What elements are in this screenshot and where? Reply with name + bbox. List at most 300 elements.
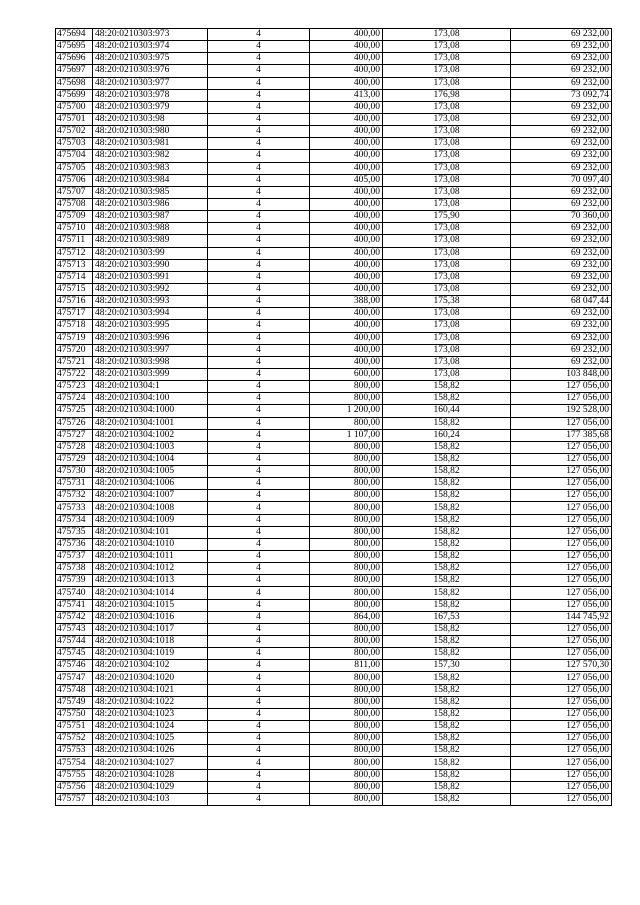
rate-cell: 158,82 (383, 672, 511, 684)
rate-cell: 173,08 (383, 198, 511, 210)
rate-cell: 158,82 (383, 417, 511, 429)
row-id-cell: 475735 (56, 526, 93, 538)
area-cell: 400,00 (310, 259, 383, 271)
rate-cell: 173,08 (383, 186, 511, 198)
row-id-cell: 475723 (56, 381, 93, 393)
rate-cell: 158,82 (383, 623, 511, 635)
class-cell: 4 (208, 41, 310, 53)
cadastral-number-cell: 48:20:0210304:1025 (93, 733, 208, 745)
row-id-cell: 475724 (56, 393, 93, 405)
table-row (56, 211, 612, 223)
table-row (56, 429, 612, 441)
cadastral-number-cell: 48:20:0210303:989 (93, 235, 208, 247)
cadastral-number-cell: 48:20:0210304:1000 (93, 405, 208, 417)
area-cell: 800,00 (310, 599, 383, 611)
row-id-cell: 475722 (56, 368, 93, 380)
rate-cell: 173,08 (383, 162, 511, 174)
rate-cell: 173,08 (383, 332, 511, 344)
rate-cell: 158,82 (383, 551, 511, 563)
value-cell: 69 232,00 (511, 283, 612, 295)
area-cell: 400,00 (310, 77, 383, 89)
value-cell: 127 056,00 (511, 648, 612, 660)
rate-cell: 173,08 (383, 65, 511, 77)
table-row (56, 356, 612, 368)
table-row (56, 466, 612, 478)
value-cell: 127 056,00 (511, 587, 612, 599)
rate-cell: 158,82 (383, 466, 511, 478)
row-id-cell: 475745 (56, 648, 93, 660)
table-row (56, 29, 612, 41)
table-row (56, 101, 612, 113)
value-cell: 68 047,44 (511, 296, 612, 308)
cadastral-number-cell: 48:20:0210303:998 (93, 356, 208, 368)
area-cell: 400,00 (310, 101, 383, 113)
class-cell: 4 (208, 356, 310, 368)
class-cell: 4 (208, 478, 310, 490)
cadastral-number-cell: 48:20:0210303:982 (93, 150, 208, 162)
area-cell: 800,00 (310, 733, 383, 745)
area-cell: 400,00 (310, 223, 383, 235)
value-cell: 69 232,00 (511, 198, 612, 210)
class-cell: 4 (208, 235, 310, 247)
value-cell: 127 056,00 (511, 417, 612, 429)
table-row (56, 575, 612, 587)
table-row (56, 587, 612, 599)
class-cell: 4 (208, 65, 310, 77)
cadastral-number-cell: 48:20:0210304:100 (93, 393, 208, 405)
cadastral-number-cell: 48:20:0210304:1015 (93, 599, 208, 611)
rate-cell: 158,82 (383, 441, 511, 453)
area-cell: 400,00 (310, 65, 383, 77)
table-row (56, 405, 612, 417)
row-id-cell: 475713 (56, 259, 93, 271)
cadastral-number-cell: 48:20:0210304:1019 (93, 648, 208, 660)
area-cell: 800,00 (310, 672, 383, 684)
row-id-cell: 475718 (56, 320, 93, 332)
value-cell: 69 232,00 (511, 308, 612, 320)
value-cell: 127 056,00 (511, 381, 612, 393)
row-id-cell: 475757 (56, 793, 93, 805)
row-id-cell: 475714 (56, 271, 93, 283)
cadastral-number-cell: 48:20:0210303:992 (93, 283, 208, 295)
parcel-table (55, 28, 612, 806)
cadastral-number-cell: 48:20:0210303:984 (93, 174, 208, 186)
area-cell: 400,00 (310, 332, 383, 344)
class-cell: 4 (208, 405, 310, 417)
value-cell: 127 056,00 (511, 672, 612, 684)
class-cell: 4 (208, 526, 310, 538)
value-cell: 69 232,00 (511, 138, 612, 150)
cadastral-number-cell: 48:20:0210303:985 (93, 186, 208, 198)
value-cell: 69 232,00 (511, 223, 612, 235)
cadastral-number-cell: 48:20:0210304:103 (93, 793, 208, 805)
class-cell: 4 (208, 514, 310, 526)
area-cell: 800,00 (310, 441, 383, 453)
value-cell: 127 056,00 (511, 490, 612, 502)
rate-cell: 173,08 (383, 126, 511, 138)
row-id-cell: 475726 (56, 417, 93, 429)
area-cell: 800,00 (310, 417, 383, 429)
rate-cell: 158,82 (383, 745, 511, 757)
class-cell: 4 (208, 89, 310, 101)
rate-cell: 173,08 (383, 138, 511, 150)
value-cell: 127 056,00 (511, 696, 612, 708)
cadastral-number-cell: 48:20:0210303:981 (93, 138, 208, 150)
cadastral-number-cell: 48:20:0210304:1009 (93, 514, 208, 526)
class-cell: 4 (208, 757, 310, 769)
table-row (56, 65, 612, 77)
table-row (56, 417, 612, 429)
table-row (56, 781, 612, 793)
cadastral-number-cell: 48:20:0210303:98 (93, 113, 208, 125)
value-cell: 69 232,00 (511, 65, 612, 77)
class-cell: 4 (208, 198, 310, 210)
class-cell: 4 (208, 77, 310, 89)
area-cell: 800,00 (310, 563, 383, 575)
area-cell: 400,00 (310, 356, 383, 368)
class-cell: 4 (208, 502, 310, 514)
table-row (56, 526, 612, 538)
rate-cell: 173,08 (383, 320, 511, 332)
class-cell: 4 (208, 368, 310, 380)
cadastral-number-cell: 48:20:0210304:1016 (93, 611, 208, 623)
area-cell: 800,00 (310, 793, 383, 805)
cadastral-number-cell: 48:20:0210303:983 (93, 162, 208, 174)
value-cell: 69 232,00 (511, 150, 612, 162)
table-row (56, 126, 612, 138)
row-id-cell: 475741 (56, 599, 93, 611)
row-id-cell: 475712 (56, 247, 93, 259)
cadastral-number-cell: 48:20:0210304:1017 (93, 623, 208, 635)
cadastral-number-cell: 48:20:0210303:99 (93, 247, 208, 259)
value-cell: 70 360,00 (511, 211, 612, 223)
cadastral-number-cell: 48:20:0210304:102 (93, 660, 208, 672)
cadastral-number-cell: 48:20:0210304:1022 (93, 696, 208, 708)
cadastral-number-cell: 48:20:0210304:1008 (93, 502, 208, 514)
area-cell: 864,00 (310, 611, 383, 623)
cadastral-number-cell: 48:20:0210303:991 (93, 271, 208, 283)
table-row (56, 77, 612, 89)
area-cell: 800,00 (310, 575, 383, 587)
table-row (56, 757, 612, 769)
cadastral-number-cell: 48:20:0210304:1026 (93, 745, 208, 757)
row-id-cell: 475751 (56, 721, 93, 733)
row-id-cell: 475702 (56, 126, 93, 138)
area-cell: 800,00 (310, 769, 383, 781)
value-cell: 69 232,00 (511, 247, 612, 259)
rate-cell: 158,82 (383, 514, 511, 526)
rate-cell: 173,08 (383, 259, 511, 271)
class-cell: 4 (208, 247, 310, 259)
area-cell: 400,00 (310, 235, 383, 247)
cadastral-number-cell: 48:20:0210303:999 (93, 368, 208, 380)
class-cell: 4 (208, 113, 310, 125)
row-id-cell: 475704 (56, 150, 93, 162)
rate-cell: 176,98 (383, 89, 511, 101)
rate-cell: 158,82 (383, 636, 511, 648)
value-cell: 127 056,00 (511, 623, 612, 635)
row-id-cell: 475731 (56, 478, 93, 490)
area-cell: 800,00 (310, 781, 383, 793)
row-id-cell: 475699 (56, 89, 93, 101)
class-cell: 4 (208, 563, 310, 575)
rate-cell: 158,82 (383, 575, 511, 587)
cadastral-number-cell: 48:20:0210304:1011 (93, 551, 208, 563)
table-row (56, 332, 612, 344)
row-id-cell: 475742 (56, 611, 93, 623)
class-cell: 4 (208, 575, 310, 587)
cadastral-number-cell: 48:20:0210303:995 (93, 320, 208, 332)
rate-cell: 173,08 (383, 77, 511, 89)
class-cell: 4 (208, 138, 310, 150)
rate-cell: 173,08 (383, 223, 511, 235)
rate-cell: 158,82 (383, 526, 511, 538)
cadastral-number-cell: 48:20:0210303:997 (93, 344, 208, 356)
class-cell: 4 (208, 623, 310, 635)
class-cell: 4 (208, 150, 310, 162)
row-id-cell: 475753 (56, 745, 93, 757)
table-row (56, 660, 612, 672)
cadastral-number-cell: 48:20:0210304:1020 (93, 672, 208, 684)
cadastral-number-cell: 48:20:0210304:1027 (93, 757, 208, 769)
rate-cell: 158,82 (383, 502, 511, 514)
class-cell: 4 (208, 296, 310, 308)
class-cell: 4 (208, 381, 310, 393)
rate-cell: 158,82 (383, 563, 511, 575)
row-id-cell: 475715 (56, 283, 93, 295)
class-cell: 4 (208, 551, 310, 563)
rate-cell: 173,08 (383, 101, 511, 113)
cadastral-number-cell: 48:20:0210303:980 (93, 126, 208, 138)
row-id-cell: 475743 (56, 623, 93, 635)
cadastral-number-cell: 48:20:0210304:1010 (93, 538, 208, 550)
class-cell: 4 (208, 672, 310, 684)
area-cell: 400,00 (310, 162, 383, 174)
cadastral-number-cell: 48:20:0210303:996 (93, 332, 208, 344)
area-cell: 400,00 (310, 211, 383, 223)
table-row (56, 41, 612, 53)
row-id-cell: 475746 (56, 660, 93, 672)
area-cell: 600,00 (310, 368, 383, 380)
table-row (56, 696, 612, 708)
value-cell: 69 232,00 (511, 29, 612, 41)
cadastral-number-cell: 48:20:0210304:1006 (93, 478, 208, 490)
value-cell: 127 056,00 (511, 721, 612, 733)
class-cell: 4 (208, 393, 310, 405)
row-id-cell: 475705 (56, 162, 93, 174)
value-cell: 177 385,68 (511, 429, 612, 441)
cadastral-number-cell: 48:20:0210303:976 (93, 65, 208, 77)
value-cell: 127 056,00 (511, 684, 612, 696)
rate-cell: 173,08 (383, 150, 511, 162)
value-cell: 127 056,00 (511, 466, 612, 478)
table-row (56, 344, 612, 356)
class-cell: 4 (208, 344, 310, 356)
rate-cell: 158,82 (383, 538, 511, 550)
area-cell: 800,00 (310, 478, 383, 490)
table-row (56, 721, 612, 733)
class-cell: 4 (208, 223, 310, 235)
rate-cell: 158,82 (383, 587, 511, 599)
table-row (56, 162, 612, 174)
rate-cell: 158,82 (383, 733, 511, 745)
rate-cell: 160,24 (383, 429, 511, 441)
class-cell: 4 (208, 162, 310, 174)
row-id-cell: 475717 (56, 308, 93, 320)
rate-cell: 173,08 (383, 344, 511, 356)
area-cell: 1 107,00 (310, 429, 383, 441)
value-cell: 70 097,40 (511, 174, 612, 186)
row-id-cell: 475708 (56, 198, 93, 210)
class-cell: 4 (208, 490, 310, 502)
class-cell: 4 (208, 29, 310, 41)
row-id-cell: 475738 (56, 563, 93, 575)
class-cell: 4 (208, 733, 310, 745)
area-cell: 400,00 (310, 320, 383, 332)
table-row (56, 478, 612, 490)
value-cell: 69 232,00 (511, 53, 612, 65)
rate-cell: 158,82 (383, 648, 511, 660)
row-id-cell: 475725 (56, 405, 93, 417)
area-cell: 400,00 (310, 186, 383, 198)
area-cell: 811,00 (310, 660, 383, 672)
row-id-cell: 475703 (56, 138, 93, 150)
row-id-cell: 475734 (56, 514, 93, 526)
class-cell: 4 (208, 684, 310, 696)
area-cell: 800,00 (310, 721, 383, 733)
value-cell: 127 056,00 (511, 538, 612, 550)
class-cell: 4 (208, 636, 310, 648)
cadastral-number-cell: 48:20:0210304:1028 (93, 769, 208, 781)
area-cell: 400,00 (310, 150, 383, 162)
table-row (56, 198, 612, 210)
area-cell: 800,00 (310, 587, 383, 599)
rate-cell: 158,82 (383, 781, 511, 793)
row-id-cell: 475700 (56, 101, 93, 113)
value-cell: 127 056,00 (511, 781, 612, 793)
table-row (56, 672, 612, 684)
class-cell: 4 (208, 417, 310, 429)
row-id-cell: 475739 (56, 575, 93, 587)
table-row (56, 381, 612, 393)
area-cell: 800,00 (310, 502, 383, 514)
area-cell: 800,00 (310, 648, 383, 660)
row-id-cell: 475721 (56, 356, 93, 368)
row-id-cell: 475695 (56, 41, 93, 53)
class-cell: 4 (208, 721, 310, 733)
table-row (56, 733, 612, 745)
class-cell: 4 (208, 308, 310, 320)
table-row (56, 490, 612, 502)
table-row (56, 113, 612, 125)
value-cell: 192 528,00 (511, 405, 612, 417)
row-id-cell: 475747 (56, 672, 93, 684)
value-cell: 69 232,00 (511, 162, 612, 174)
table-row (56, 611, 612, 623)
row-id-cell: 475740 (56, 587, 93, 599)
class-cell: 4 (208, 466, 310, 478)
area-cell: 400,00 (310, 138, 383, 150)
area-cell: 400,00 (310, 247, 383, 259)
row-id-cell: 475748 (56, 684, 93, 696)
area-cell: 400,00 (310, 283, 383, 295)
parcel-table-body (56, 29, 612, 806)
cadastral-number-cell: 48:20:0210303:973 (93, 29, 208, 41)
cadastral-number-cell: 48:20:0210303:994 (93, 308, 208, 320)
value-cell: 69 232,00 (511, 235, 612, 247)
row-id-cell: 475750 (56, 708, 93, 720)
cadastral-number-cell: 48:20:0210304:1029 (93, 781, 208, 793)
cadastral-number-cell: 48:20:0210304:1024 (93, 721, 208, 733)
class-cell: 4 (208, 332, 310, 344)
table-row (56, 89, 612, 101)
table-row (56, 453, 612, 465)
row-id-cell: 475749 (56, 696, 93, 708)
area-cell: 800,00 (310, 684, 383, 696)
table-row (56, 636, 612, 648)
cadastral-number-cell: 48:20:0210303:990 (93, 259, 208, 271)
rate-cell: 173,08 (383, 247, 511, 259)
table-row (56, 769, 612, 781)
rate-cell: 158,82 (383, 757, 511, 769)
area-cell: 400,00 (310, 53, 383, 65)
table-row (56, 684, 612, 696)
value-cell: 69 232,00 (511, 113, 612, 125)
class-cell: 4 (208, 101, 310, 113)
class-cell: 4 (208, 126, 310, 138)
rate-cell: 158,82 (383, 453, 511, 465)
value-cell: 69 232,00 (511, 101, 612, 113)
value-cell: 127 056,00 (511, 599, 612, 611)
rate-cell: 158,82 (383, 721, 511, 733)
table-row (56, 599, 612, 611)
class-cell: 4 (208, 599, 310, 611)
table-row (56, 745, 612, 757)
cadastral-number-cell: 48:20:0210304:101 (93, 526, 208, 538)
class-cell: 4 (208, 186, 310, 198)
class-cell: 4 (208, 320, 310, 332)
table-row (56, 551, 612, 563)
rate-cell: 158,82 (383, 393, 511, 405)
value-cell: 69 232,00 (511, 259, 612, 271)
row-id-cell: 475728 (56, 441, 93, 453)
area-cell: 800,00 (310, 745, 383, 757)
area-cell: 800,00 (310, 708, 383, 720)
value-cell: 127 056,00 (511, 502, 612, 514)
cadastral-number-cell: 48:20:0210303:993 (93, 296, 208, 308)
cadastral-number-cell: 48:20:0210304:1023 (93, 708, 208, 720)
cadastral-number-cell: 48:20:0210303:974 (93, 41, 208, 53)
rate-cell: 167,53 (383, 611, 511, 623)
cadastral-number-cell: 48:20:0210303:986 (93, 198, 208, 210)
cadastral-number-cell: 48:20:0210304:1014 (93, 587, 208, 599)
value-cell: 127 056,00 (511, 514, 612, 526)
value-cell: 127 056,00 (511, 551, 612, 563)
rate-cell: 175,38 (383, 296, 511, 308)
value-cell: 69 232,00 (511, 320, 612, 332)
table-row (56, 441, 612, 453)
row-id-cell: 475696 (56, 53, 93, 65)
area-cell: 400,00 (310, 41, 383, 53)
value-cell: 127 056,00 (511, 393, 612, 405)
rate-cell: 173,08 (383, 283, 511, 295)
cadastral-number-cell: 48:20:0210303:977 (93, 77, 208, 89)
class-cell: 4 (208, 745, 310, 757)
class-cell: 4 (208, 611, 310, 623)
value-cell: 69 232,00 (511, 271, 612, 283)
cadastral-number-cell: 48:20:0210304:1005 (93, 466, 208, 478)
value-cell: 69 232,00 (511, 41, 612, 53)
